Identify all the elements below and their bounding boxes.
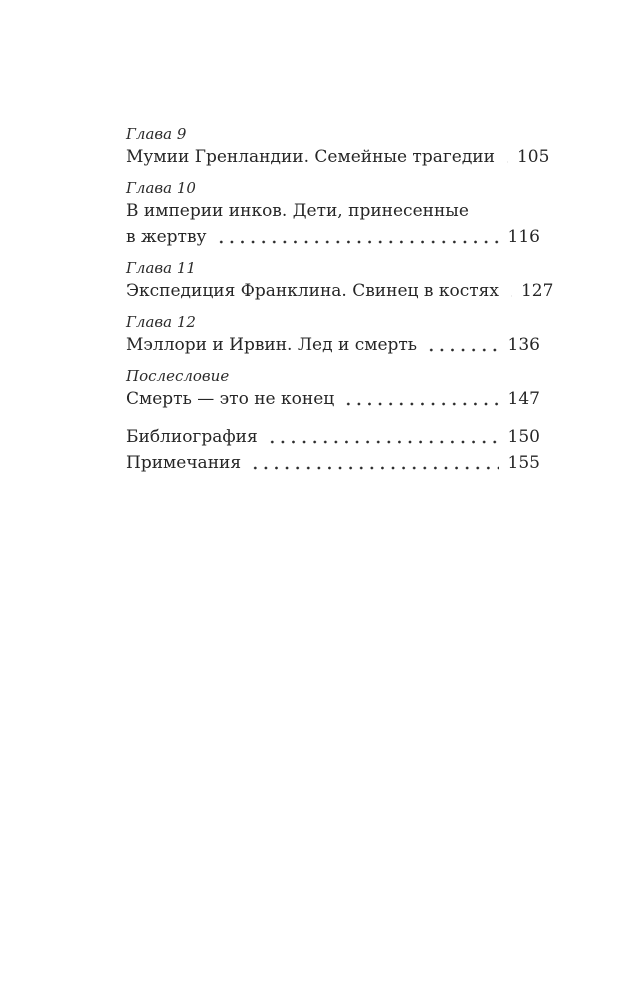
page-number: 136 [507,335,540,355]
toc-entry-line [126,386,540,412]
page-number: 147 [507,389,540,409]
entry-title: Мэллори и Ирвин. Лед и смерть [126,335,418,355]
entry-title: Смерть — это не конец [126,389,335,409]
page-number: 105 [516,147,550,167]
dot-leader [506,278,512,304]
chapter-label: Послесловие [126,367,230,385]
entry-title: Библиография [126,427,258,447]
chapter-label: Глава 10 [126,179,196,197]
entry-title: Экспедиция Франклина. Свинец в костях [126,281,499,301]
toc-entry-chapter-12 [126,313,540,358]
toc-entry-chapter-11 [126,259,554,304]
back-matter-section [126,424,540,476]
toc-entry-bibliography [126,424,540,450]
toc-entry-line [126,278,554,304]
dot-leader [502,144,508,170]
page-number: 116 [507,227,540,247]
dot-leader [341,386,498,412]
chapter-label: Глава 12 [126,313,196,331]
dot-leader [248,450,498,476]
toc-entry-line [126,144,550,170]
toc-entry-chapter-10 [126,179,540,250]
entry-title-line2: в жертву [126,227,207,247]
page-number: 127 [520,281,554,301]
entry-title-line1: В империи инков. Дети, принесенные [126,201,469,221]
toc-entry-line [126,224,540,250]
table-of-contents [126,125,554,476]
chapter-label: Глава 9 [126,125,187,143]
entry-title: Мумии Гренландии. Семейные трагедии [126,147,495,167]
chapter-label: Глава 11 [126,259,196,277]
entry-title: Примечания [126,453,242,473]
toc-entry-afterword [126,367,540,412]
dot-leader [424,332,498,358]
toc-entry-line [126,332,540,358]
dot-leader [214,224,499,250]
toc-entry-notes [126,450,540,476]
page-number: 150 [507,427,540,447]
toc-entry-chapter-9 [126,125,550,170]
dot-leader [265,424,499,450]
page-number: 155 [507,453,540,473]
